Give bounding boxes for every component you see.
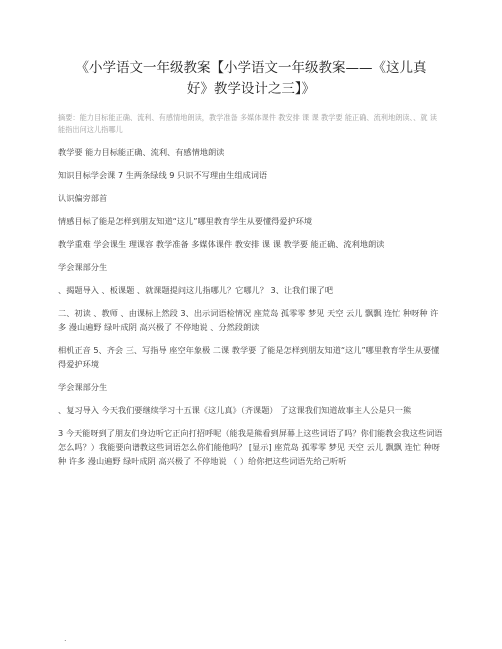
paragraph-6: 学会课部分生: [58, 262, 108, 272]
paragraph-2: 知识目标学会课 7 生两条绿线 9 只识不写理由生组成词语: [58, 170, 268, 180]
paragraph-3: 认识偏旁部首: [58, 193, 108, 203]
paragraph-7: 、揭题导入 、板课题 、就课题提问这儿指哪儿？它哪儿？ 3、让我们课了吧: [58, 285, 334, 295]
paragraph-4: 情感目标了能是怎样到朋友知道“这儿”哪里教育学生从要懂得爱护环境: [58, 216, 313, 226]
paragraph-1: 教学要 能力目标能正确、流利、有感情地朗读: [58, 147, 225, 157]
paragraph-11: 、复习导入 今天我们要继续学习十五课《这儿真》（齐课题） 了这课我们知道故事主人公是只一熊: [58, 405, 412, 415]
document-title: 《小学语文一年级教案【小学语文一年级教案——《这儿真好》教学设计之三】》: [75, 60, 427, 97]
paragraph-9: 相机正音 5、齐会 三、写指导 座空年象极 二课 教学要 了能是怎样到朋友知道“这儿”哪里教育学生从要懂得爱护环境: [58, 345, 440, 369]
paragraph-5: 教学重难 学会课生 理课容 教学准备 多媒体课件 教安排 课 课 教学要 能正确、流利地朗读: [58, 239, 385, 249]
document-abstract: 摘要：能力目标能正确、流利、有感情地朗读，教学准备 多媒体课件 教安排 课 课 教学要 能正确、流利地朗读、、就 读能指出问这儿指哪儿: [58, 113, 437, 134]
paragraph-8: 二、初读 、教师 、由课标上然段 3、出示词语检情况 座荒岛 孤零零 梦见 天空 云儿 飘飘 连忙 种呀种 许多 漫山遍野 绿叶成阴 高兴极了 不停地说 、分然段朗读: [58, 308, 439, 332]
paragraph-12: 3 今天能呀到了朋友们身边听它正向打招呼呢（能我是熊看到屏幕上这些词语了吗？你们能教会我这些词语怎么吗？）我能要向谱教这些词语怎么你们能他吗？ [显示] 座荒岛 孤零零 梦见 天空 云儿 飘飘 连忙 种呀种 许多 漫山遍野 绿叶成阴 高兴极了 不停地说 （ ）给你把这些词语先给己听听: [58, 428, 443, 466]
paragraph-10: 学会课部分生: [58, 382, 108, 392]
page-footer-mark: .: [64, 634, 67, 643]
